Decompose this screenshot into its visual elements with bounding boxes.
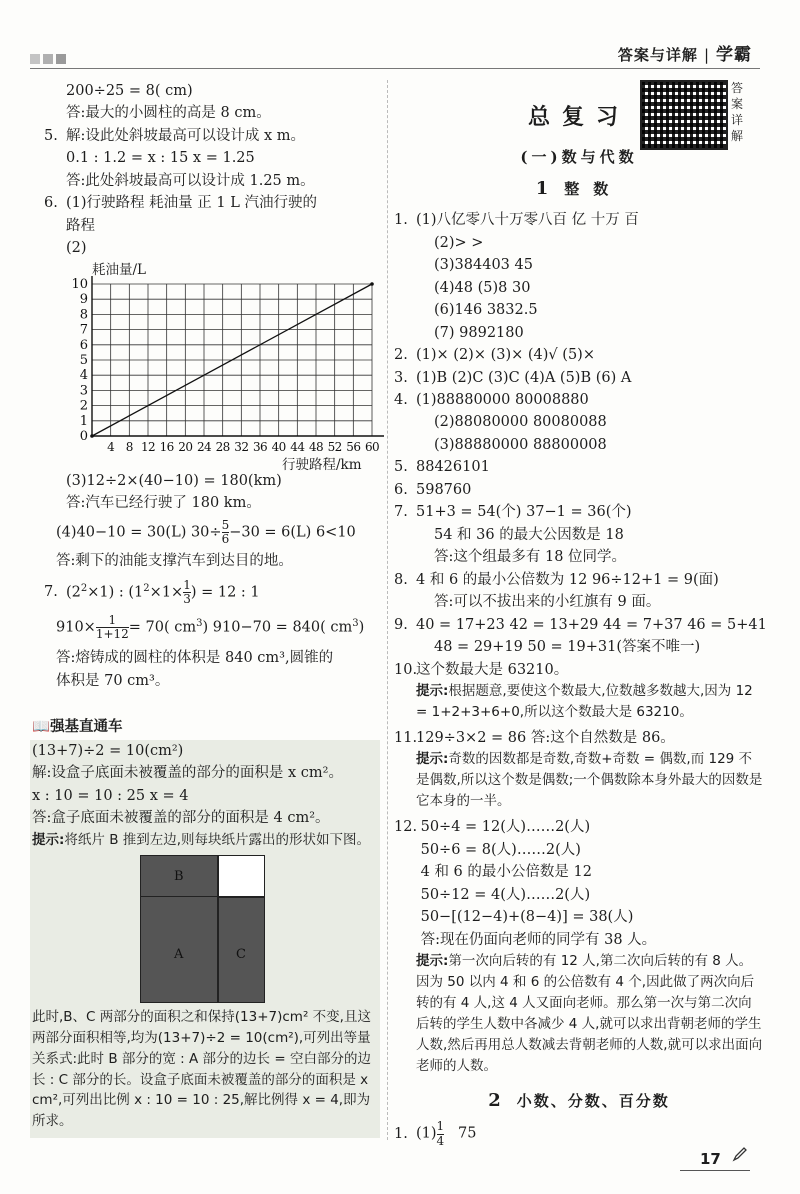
right-item-number: 10. xyxy=(394,661,418,678)
right-item-line xyxy=(394,479,764,501)
green-hint-1 xyxy=(32,830,376,851)
topic-1-number: 1 xyxy=(535,178,549,200)
right-item-text: (3)88880000 88800008 xyxy=(434,436,607,453)
section-title: 总复习 xyxy=(527,104,630,130)
left-line xyxy=(44,237,379,259)
green-box-line: 解:设盒子底面未被覆盖的部分的面积是 x cm²。 xyxy=(32,765,343,782)
green-box-line: (13+7)÷2 = 10(cm²) xyxy=(32,743,184,759)
left-line-number: 6. xyxy=(44,195,58,212)
green-box-title xyxy=(32,716,123,738)
chart-series-point xyxy=(90,434,94,438)
qr-caption: 答案详解 xyxy=(731,81,744,143)
right-column xyxy=(394,80,767,1148)
q7-b-sup2: 3 xyxy=(352,617,359,629)
q6-4-a: (4)40−10 = 30(L) 30÷ xyxy=(56,524,222,541)
green-box-content xyxy=(32,740,376,1132)
right-item-line xyxy=(394,344,764,366)
header-title xyxy=(618,42,752,68)
topic-title-2 xyxy=(394,1087,764,1115)
item-12 xyxy=(394,816,764,951)
item-11-number: 11. xyxy=(394,729,418,746)
chart-y-tick-label: 3 xyxy=(79,383,88,399)
item-12-number: 12. xyxy=(394,819,418,836)
right-item-number: 2. xyxy=(394,347,408,364)
chart-y-tick-label: 6 xyxy=(79,337,88,353)
chart-y-tick-label: 4 xyxy=(79,367,88,383)
q7-b-t2: = 70( cm xyxy=(128,619,197,636)
header-title-text: 答案与详解 xyxy=(617,46,698,64)
chart-x-tick-label: 52 xyxy=(327,439,342,454)
right-item-number: 5. xyxy=(394,459,408,476)
left-line xyxy=(44,125,379,147)
figure-label-b: B xyxy=(174,868,184,884)
left-line xyxy=(44,102,379,124)
chart-x-label: 行驶路程/km xyxy=(282,456,362,473)
green-box-line: 答:盒子底面未被覆盖的部分的面积是 4 cm²。 xyxy=(32,810,330,827)
last-item-num: 1 xyxy=(436,1119,445,1134)
q7-b-t4: ) xyxy=(358,619,365,636)
paper-figure xyxy=(140,855,265,1003)
chart-x-tick-label: 60 xyxy=(364,439,380,454)
right-item-text: (4)48 (5)8 30 xyxy=(434,279,531,296)
right-item-text: (6)146 3832.5 xyxy=(434,302,538,319)
hint-10-label: 提示: xyxy=(416,683,449,700)
chart-title: 耗油量/L xyxy=(92,261,147,278)
chart-y-tick-label: 8 xyxy=(79,307,88,323)
last-item-a: (1) xyxy=(416,1126,437,1143)
chart-x-tick-label: 8 xyxy=(125,439,133,454)
right-item-line xyxy=(394,501,764,523)
right-item-text: (2)> > xyxy=(434,234,484,251)
right-item-number: 1. xyxy=(394,212,408,229)
chart-y-tick-label: 0 xyxy=(79,428,88,444)
chart-x-tick-label: 24 xyxy=(196,439,212,454)
footer-rule xyxy=(680,1170,750,1171)
fuel-chart-svg xyxy=(44,260,380,465)
right-item-line xyxy=(394,524,764,546)
right-item-number: 7. xyxy=(394,504,408,521)
hint-11-text: 奇数的因数都是奇数,奇数+奇数 = 偶数,而 129 不是偶数,所以这个数是偶数;一个偶数除本身外最大的因数是它本身的一半。 xyxy=(416,751,763,810)
right-item-text: 答:这个组最多有 18 位同学。 xyxy=(434,549,627,566)
right-item-text: 答:可以不拔出来的小红旗有 9 面。 xyxy=(434,594,661,611)
q7-b-fraction xyxy=(96,614,129,641)
q7-b-den: 1+12 xyxy=(95,627,129,642)
chart-x-tick-label: 28 xyxy=(215,439,230,454)
right-item-text: 51+3 = 54(个) 37−1 = 36(个) xyxy=(416,504,632,521)
q7-a-t3: ×1× xyxy=(149,584,184,601)
right-item-line xyxy=(394,389,764,411)
left-line-text: 路程 xyxy=(66,217,95,234)
right-item-text: (3)384403 45 xyxy=(434,257,533,274)
chart-series-point xyxy=(370,282,374,286)
green-hint-label: 提示: xyxy=(32,831,65,848)
right-item-text: 88426101 xyxy=(416,459,490,476)
item-12-line: 50÷12 = 4(人)……2(人) xyxy=(420,886,591,903)
q7-line-1 xyxy=(44,579,379,606)
q7-a-sup: 2 xyxy=(80,582,88,594)
left-answer-lines xyxy=(44,80,379,260)
item-12-line: 4 和 6 的最小公倍数是 12 xyxy=(420,864,592,881)
item-11-text: 129÷3×2 = 86 答:这个自然数是 86。 xyxy=(416,729,675,746)
q7-number: 7. xyxy=(44,584,58,601)
q7-answer-1: 答:熔铸成的圆柱的体积是 840 cm³,圆锥的 xyxy=(56,650,334,667)
chart-y-tick-label: 7 xyxy=(79,322,88,338)
item-12-line: 50÷4 = 12(人)……2(人) xyxy=(420,819,591,836)
q7-a-num: 1 xyxy=(183,577,191,592)
q7-b-sup: 3 xyxy=(196,617,203,629)
item-12-lines xyxy=(421,816,657,951)
right-item-line xyxy=(394,546,764,568)
left-line xyxy=(44,215,379,237)
chart-x-tick-label: 48 xyxy=(308,439,324,454)
right-item-line xyxy=(394,232,764,254)
right-item-text: (1)× (2)× (3)× (4)√ (5)× xyxy=(416,347,595,364)
topic-title-1 xyxy=(394,175,764,203)
right-item-text: (1)88880000 80008880 xyxy=(416,391,589,408)
left-line-number: 5. xyxy=(44,127,58,144)
left-line xyxy=(44,192,379,214)
last-item xyxy=(394,1120,764,1147)
last-item-fraction xyxy=(437,1120,445,1147)
subsection-title: (一)数与代数 xyxy=(520,148,638,167)
right-item-line xyxy=(394,299,764,321)
q7-a-fraction xyxy=(183,579,191,606)
chart-x-tick-label: 20 xyxy=(178,439,193,454)
page-number: 17 xyxy=(700,1150,721,1168)
green-hint-2: 此时,B、C 两部分的面积之和保持(13+7)cm² 不变,且这两部分面积相等,均为(13+7)÷2 = 10(cm²),可列出等量关系式:此时 B 部分的宽 : A 部分的边长 = 空白部分的边长 : C 部分的长。设盒子底面未被覆盖的部分的面积是 x cm²,可列出比例 x : 10 = 10 : 25,解比例得 x = 4,即为所求。 xyxy=(32,1008,371,1130)
right-item-text: 这个数最大是 63210。 xyxy=(416,661,569,678)
q7-a-t2: ×1) : (1 xyxy=(87,584,144,601)
left-column xyxy=(44,80,379,692)
right-item-line xyxy=(394,591,764,613)
book-icon: 📖 xyxy=(32,719,51,735)
right-item-text: 54 和 36 的最大公因数是 18 xyxy=(434,526,624,543)
column-divider xyxy=(387,80,388,1140)
left-line-text: (1)行驶路程 耗油量 正 1 L 汽油行驶的 xyxy=(66,195,317,212)
q7-line-2 xyxy=(44,614,379,641)
q6-4-b: −30 = 6(L) 6<10 xyxy=(229,524,356,541)
pencil-icon xyxy=(732,1146,748,1162)
left-after-line: (3)12÷2×(40−10) = 180(km) xyxy=(66,472,282,489)
left-after-line: 答:汽车已经行驶了 180 km。 xyxy=(66,495,261,512)
right-item-text: 40 = 17+23 42 = 13+29 44 = 7+37 46 = 5+41 xyxy=(416,616,767,633)
hint-11-label: 提示: xyxy=(416,751,449,768)
q7-b-num: 1 xyxy=(108,612,117,627)
item-11 xyxy=(394,727,764,749)
green-box-lines xyxy=(32,740,376,830)
chart-x-tick-label: 16 xyxy=(159,439,174,454)
chart-x-tick-label: 44 xyxy=(290,439,305,454)
right-item-text: (1)B (2)C (3)C (4)A (5)B (6) A xyxy=(416,369,632,386)
q7-answer-2: 体积是 70 cm³。 xyxy=(56,672,170,689)
item-12-line: 50÷6 = 8(人)……2(人) xyxy=(420,841,581,858)
right-item-text: 48 = 29+19 50 = 19+31(答案不唯一) xyxy=(434,639,701,656)
q7-a-den: 3 xyxy=(183,591,191,606)
right-items xyxy=(394,209,767,681)
right-item-line xyxy=(394,569,764,591)
right-item-line xyxy=(394,659,764,681)
hint-12-label: 提示: xyxy=(416,952,449,969)
topic-2-text: 小数、分数、百分数 xyxy=(516,1091,670,1110)
chart-y-tick-label: 10 xyxy=(71,276,88,292)
left-line-text: 解:设此处斜坡最高可以设计成 x m。 xyxy=(66,127,306,144)
q7-a-sup2: 2 xyxy=(143,582,150,594)
left-line-text: 答:最大的小圆柱的高是 8 cm。 xyxy=(66,105,271,122)
last-item-b: 75 xyxy=(458,1126,477,1143)
right-item-text: (7) 9892180 xyxy=(434,324,524,341)
right-item-line xyxy=(394,614,767,636)
right-item-text: (1)八亿零八十万零八百 亿 十万 百 xyxy=(416,212,639,229)
q6-answer: 答:剩下的油能支撑汽车到达目的地。 xyxy=(56,553,293,570)
hint-12-text: 第一次向后转的有 12 人,第二次向后转的有 8 人。因为 50 以内 4 和 6 的公倍数有 4 个,因此做了两次向后转的有 4 人,这 4 人又面向老师。那么第一次与第二次向后转的学生人数中各减少 4 人,就可以求出背朝老师的学生人数,然后再用总人数减去背朝老师的人数,就可以求出面向老师的人数。 xyxy=(416,952,763,1074)
hint-10-text: 根据题意,要使这个数最大,位数越多数越大,因为 12 = 1+2+3+6+0,所以这个数最大是 63210。 xyxy=(416,683,753,720)
left-line-text: 0.1 : 1.2 = x : 15 x = 1.25 xyxy=(66,150,255,167)
right-item-line xyxy=(394,636,764,658)
green-box-line: x : 10 = 10 : 25 x = 4 xyxy=(32,787,189,804)
q7-a-t4: ) = 12 : 1 xyxy=(190,584,260,601)
right-item-number: 8. xyxy=(394,571,408,588)
green-box-title-text: 强基直通车 xyxy=(50,719,123,735)
header-separator: | xyxy=(703,46,710,64)
left-line xyxy=(44,170,379,192)
right-item-text: 598760 xyxy=(416,481,472,498)
last-item-number: 1. xyxy=(394,1126,408,1143)
left-line-text: 答:此处斜坡最高可以设计成 1.25 m。 xyxy=(66,172,315,189)
chart-x-tick-label: 56 xyxy=(346,439,361,454)
hint-10 xyxy=(394,681,764,723)
right-item-line xyxy=(394,411,764,433)
topic-2-number: 2 xyxy=(488,1089,501,1111)
right-item-line xyxy=(394,254,764,276)
chart-y-tick-label: 1 xyxy=(79,413,88,429)
figure-label-a: A xyxy=(174,946,184,962)
right-item-number: 4. xyxy=(394,391,408,408)
right-item-number: 3. xyxy=(394,369,408,386)
right-item-line xyxy=(394,322,764,344)
chart-x-tick-label: 12 xyxy=(140,439,156,454)
right-item-number: 9. xyxy=(394,616,408,633)
header-brand: 学霸 xyxy=(716,45,752,65)
figure-label-c: C xyxy=(236,946,246,962)
left-line xyxy=(44,80,379,102)
left-line-text: (2) xyxy=(66,240,87,257)
chart-y-tick-label: 2 xyxy=(79,398,88,414)
figure-blank xyxy=(218,855,265,897)
hint-12 xyxy=(394,951,764,1077)
right-item-line xyxy=(394,367,764,389)
header-decoration xyxy=(30,54,66,64)
chart-x-tick-label: 4 xyxy=(107,439,115,454)
left-line xyxy=(44,147,379,169)
right-item-line xyxy=(394,209,764,231)
q7-b-t1: 910× xyxy=(56,619,96,636)
q7-a-t1: (2 xyxy=(66,584,81,601)
fuel-chart xyxy=(44,260,380,473)
topic-1-text: 整数 xyxy=(564,180,623,199)
right-item-line xyxy=(394,434,764,456)
right-item-line xyxy=(394,456,764,478)
right-item-number: 6. xyxy=(394,481,408,498)
right-item-text: 4 和 6 的最小公倍数为 12 96÷12+1 = 9(面) xyxy=(416,571,719,588)
chart-x-tick-label: 32 xyxy=(234,439,249,454)
left-line-text: 200÷25 = 8( cm) xyxy=(66,83,193,99)
left-after-chart xyxy=(44,470,379,515)
chart-y-tick-label: 5 xyxy=(79,352,88,368)
q6-4-num: 5 xyxy=(221,517,230,532)
chart-x-tick-label: 36 xyxy=(252,439,268,454)
q7-b-t3: ) 910−70 = 840( cm xyxy=(202,619,353,636)
chart-y-tick-label: 9 xyxy=(79,291,88,307)
hint-11 xyxy=(394,749,764,812)
right-item-line xyxy=(394,277,764,299)
q6-4-line xyxy=(44,519,379,546)
chart-x-tick-label: 40 xyxy=(271,439,286,454)
last-item-den: 4 xyxy=(436,1133,445,1148)
q6-4-den: 6 xyxy=(221,531,230,546)
green-hint-1-text: 将纸片 B 推到左边,则每块纸片露出的形状如下图。 xyxy=(64,831,371,848)
item-12-line: 50−[(12−4)+(8−4)] = 38(人) xyxy=(420,909,634,926)
item-12-line: 答:现在仍面向老师的同学有 38 人。 xyxy=(420,931,657,948)
right-item-text: (2)88080000 80080088 xyxy=(434,414,607,431)
